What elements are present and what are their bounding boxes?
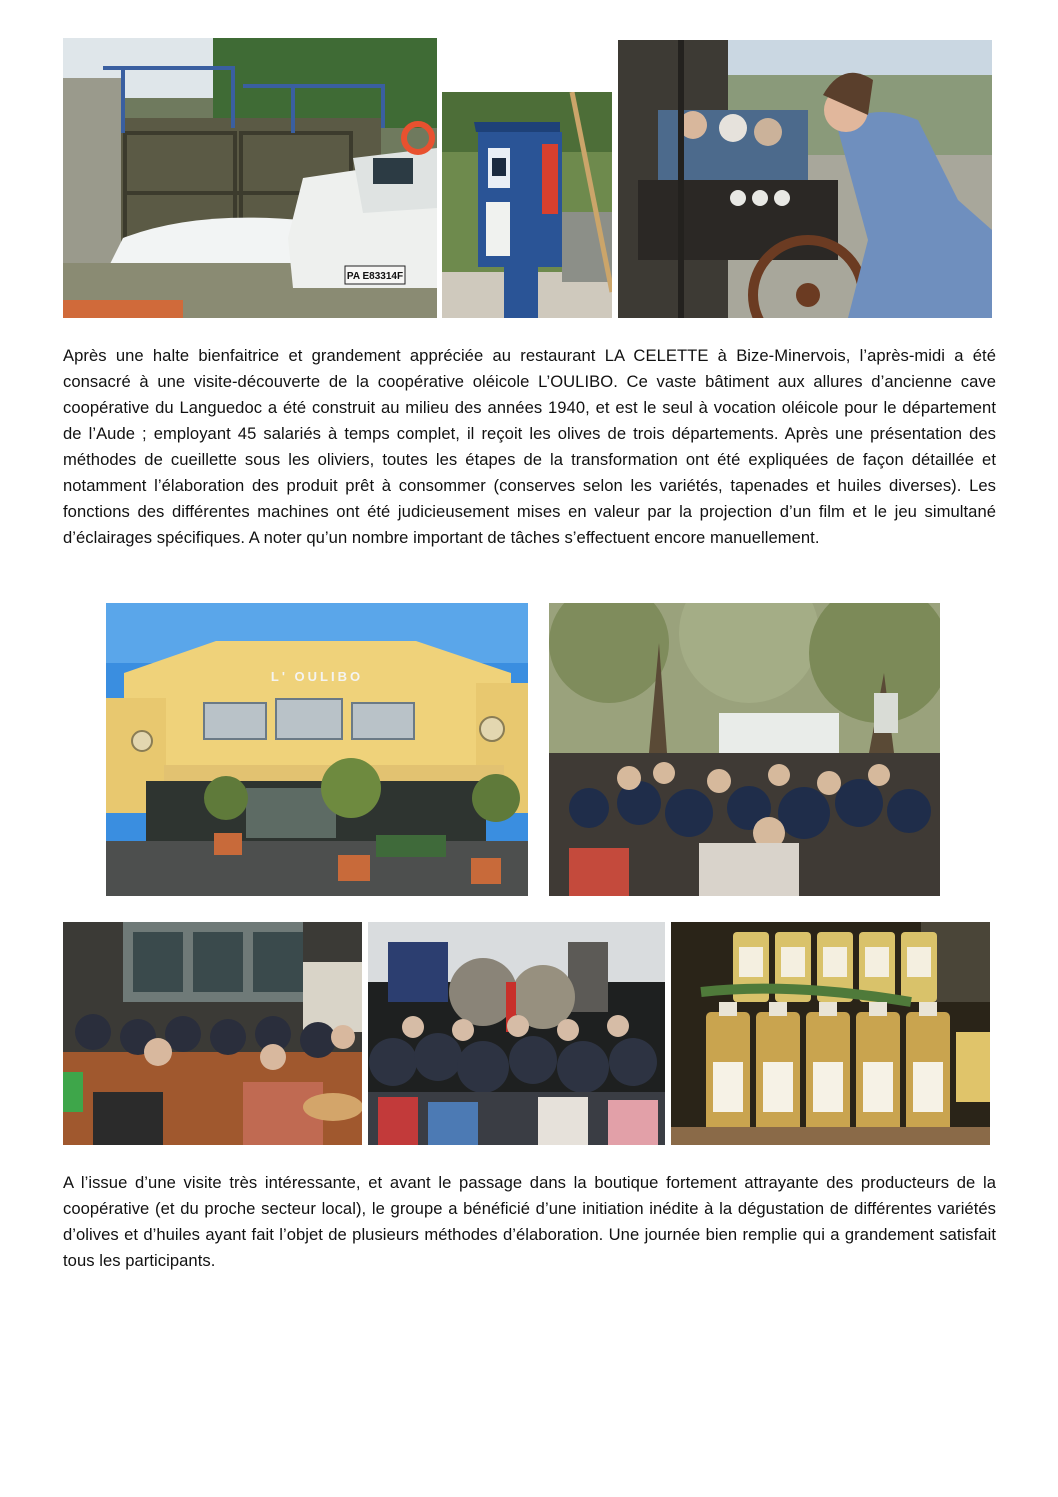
lock-control-post-photo [442, 92, 612, 318]
olive-grove-group-photo [549, 603, 940, 896]
olive-oil-bottles-photo [671, 922, 990, 1145]
visit-paragraph: Après une halte bienfaitrice et grandement appréciée au restaurant LA CELETTE à Bize-Minervois, l’après-midi a été consacré à une visite-découverte de la coopérative oléicole L’OULIBO. Ce vaste bâtiment aux allures d’ancienne cave coopérative du Languedoc a été construit au milieu des années 1940, et est le seul à vocation oléicole pour le département de l’Aude ; employant 45 salariés à temps complet, il reçoit les olives de trois départements. Après une présentation des méthodes de cueillette sous les oliviers, toutes les étapes de la transformation ont été expliquées de façon détaillée et notamment l’élaboration des produit prêt à consommer (conserves selon les variétés, tapenades et huiles diverses). Les fonctions des différentes machines ont été judicieusement mises en valeur par la projection d’un film et le jeu simultané d’éclairages spécifiques. A noter qu’un nombre important de tâches s’effectuent encore manuellement. [63, 346, 996, 547]
mill-stones-photo [368, 922, 665, 1145]
oulibo-building-photo [106, 603, 528, 896]
conclusion-paragraph: A l’issue d’une visite très intéressante, et avant le passage dans la boutique fortement attrayante des producteurs de la coopérative (et du proche secteur local), le groupe a bénéficié d’une initiation inédite à la dégustation de différentes variétés d’olives et d’huiles ayant fait l’objet de plusieurs méthodes d’élaboration. Une journée bien remplie qui a grandement satisfait tous les participants. [63, 1173, 996, 1270]
canal-lock-photo [63, 38, 437, 318]
boat-registration: PA E83314F [346, 271, 404, 282]
boat-helm-photo [618, 40, 992, 318]
building-sign: L' OULIBO [270, 669, 364, 684]
tasting-room-photo [63, 922, 362, 1145]
